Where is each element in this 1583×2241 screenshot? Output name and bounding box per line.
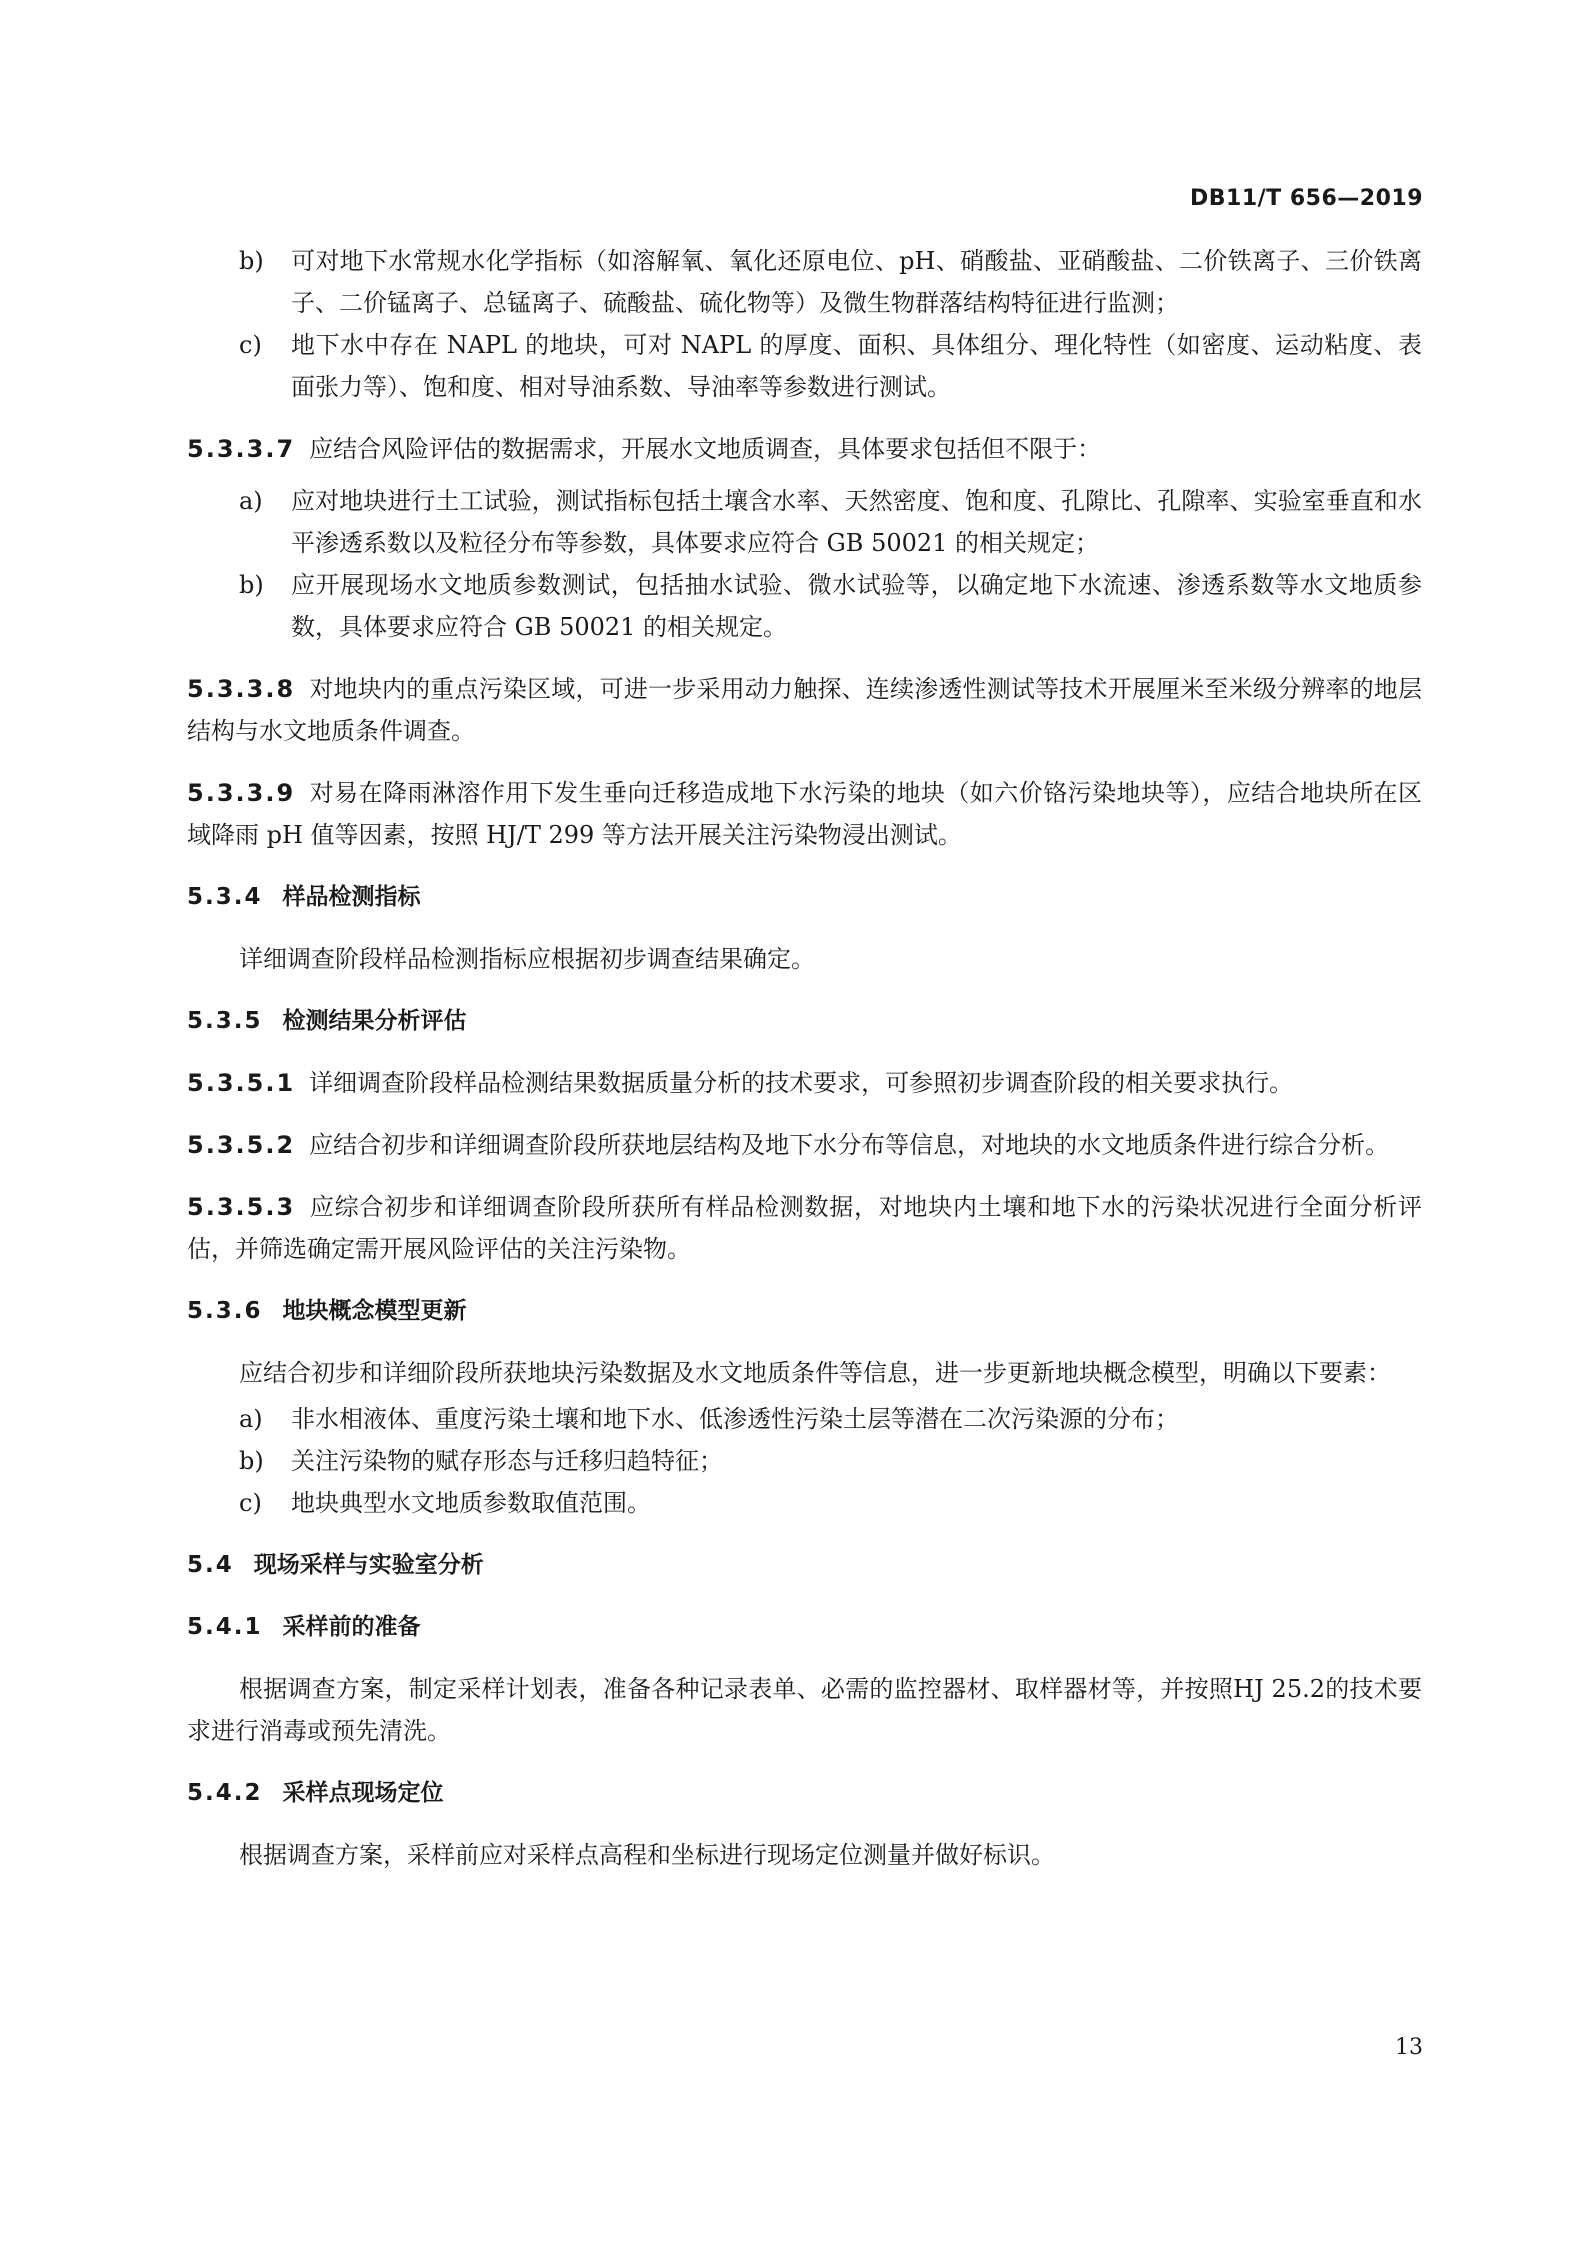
- clause-number: 5.3.5.1: [187, 1069, 296, 1097]
- paragraph: 根据调查方案，采样前应对采样点高程和坐标进行现场定位测量并做好标识。: [239, 1841, 1055, 1869]
- section-heading-5-3-5: [187, 1000, 1422, 1042]
- clause-5-3-3-7: [187, 428, 1422, 470]
- list-text: 地下水中存在 NAPL 的地块，可对 NAPL 的厚度、面积、具体组分、理化特性（如密度、运动粘度、表面张力等）、饱和度、相对导油系数、导油率等参数进行测试。: [291, 331, 1422, 401]
- section-number: 5.3.4: [187, 884, 263, 910]
- list-marker: c): [239, 331, 262, 359]
- paragraph: 应结合初步和详细阶段所获地块污染数据及水文地质条件等信息，进一步更新地块概念模型，明确以下要素：: [239, 1359, 1391, 1387]
- list-item: [187, 480, 1422, 564]
- list-text: 关注污染物的赋存形态与迁移归趋特征；: [291, 1447, 723, 1475]
- list-text: 应对地块进行土工试验，测试指标包括土壤含水率、天然密度、饱和度、孔隙比、孔隙率、实验室垂直和水平渗透系数以及粒径分布等参数，具体要求应符合 GB 50021 的相关规定；: [291, 487, 1422, 557]
- list-text: 非水相液体、重度污染土壤和地下水、低渗透性污染土层等潜在二次污染源的分布；: [291, 1405, 1179, 1433]
- document-code: DB11/T 656—2019: [1190, 186, 1423, 211]
- page-content: [187, 240, 1422, 1876]
- section-heading-5-4-1: [187, 1606, 1422, 1648]
- clause-5-3-5-3: [187, 1186, 1422, 1270]
- list-text: 地块典型水文地质参数取值范围。: [291, 1489, 651, 1517]
- list-item: [187, 324, 1422, 408]
- clause-text: 应综合初步和详细调查阶段所获所有样品检测数据，对地块内土壤和地下水的污染状况进行全面分析评估，并筛选确定需开展风险评估的关注污染物。: [187, 1193, 1422, 1263]
- list-marker: b): [239, 1447, 264, 1475]
- list-item: [187, 564, 1422, 648]
- list-marker: b): [239, 571, 264, 599]
- list-text: 应开展现场水文地质参数测试，包括抽水试验、微水试验等，以确定地下水流速、渗透系数等水文地质参数，具体要求应符合 GB 50021 的相关规定。: [291, 571, 1422, 641]
- clause-number: 5.3.3.7: [187, 435, 296, 463]
- list-item: [187, 240, 1422, 324]
- clause-number: 5.3.3.8: [187, 675, 296, 703]
- section-number: 5.4: [187, 1552, 234, 1578]
- clause-text: 应结合风险评估的数据需求，开展水文地质调查，具体要求包括但不限于：: [309, 435, 1102, 463]
- clause-5-3-5-2: [187, 1124, 1422, 1166]
- clause-number: 5.3.3.9: [187, 779, 296, 807]
- list-item: [187, 1440, 1422, 1482]
- paragraph: 根据调查方案，制定采样计划表，准备各种记录表单、必需的监控器材、取样器材等，并按照HJ 25.2的技术要求进行消毒或预先清洗。: [187, 1675, 1422, 1745]
- section-number: 5.4.2: [187, 1780, 263, 1806]
- list-item: [187, 1482, 1422, 1524]
- page-number: 13: [1395, 2035, 1423, 2060]
- section-heading-5-3-4: [187, 876, 1422, 918]
- section-title: 采样点现场定位: [282, 1780, 444, 1806]
- list-item: [187, 1398, 1422, 1440]
- section-number: 5.3.6: [187, 1298, 263, 1324]
- section-number: 5.3.5: [187, 1008, 263, 1034]
- section-number: 5.4.1: [187, 1614, 263, 1640]
- clause-text: 详细调查阶段样品检测结果数据质量分析的技术要求，可参照初步调查阶段的相关要求执行。: [309, 1069, 1294, 1097]
- clause-5-3-3-9: [187, 772, 1422, 856]
- list-marker: a): [239, 1405, 263, 1433]
- clause-5-3-5-1: [187, 1062, 1422, 1104]
- clause-number: 5.3.5.2: [187, 1131, 296, 1159]
- list-marker: b): [239, 247, 264, 275]
- section-title: 现场采样与实验室分析: [253, 1552, 484, 1578]
- section-title: 地块概念模型更新: [282, 1298, 467, 1324]
- section-heading-5-4: [187, 1544, 1422, 1586]
- clause-text: 应结合初步和详细调查阶段所获地层结构及地下水分布等信息，对地块的水文地质条件进行综合分析。: [309, 1131, 1390, 1159]
- list-marker: c): [239, 1489, 262, 1517]
- section-heading-5-3-6: [187, 1290, 1422, 1332]
- paragraph: 详细调查阶段样品检测指标应根据初步调查结果确定。: [239, 945, 815, 973]
- list-text: 可对地下水常规水化学指标（如溶解氧、氧化还原电位、pH、硝酸盐、亚硝酸盐、二价铁离子、三价铁离子、二价锰离子、总锰离子、硫酸盐、硫化物等）及微生物群落结构特征进行监测；: [291, 247, 1422, 317]
- section-heading-5-4-2: [187, 1772, 1422, 1814]
- section-title: 采样前的准备: [282, 1614, 421, 1640]
- clause-text: 对易在降雨淋溶作用下发生垂向迁移造成地下水污染的地块（如六价铬污染地块等），应结合地块所在区域降雨 pH 值等因素，按照 HJ/T 299 等方法开展关注污染物浸出测试。: [187, 779, 1422, 849]
- section-title: 样品检测指标: [282, 884, 421, 910]
- clause-number: 5.3.5.3: [187, 1193, 296, 1221]
- clause-5-3-3-8: [187, 668, 1422, 752]
- clause-text: 对地块内的重点污染区域，可进一步采用动力触探、连续渗透性测试等技术开展厘米至米级分辨率的地层结构与水文地质条件调查。: [187, 675, 1422, 745]
- list-marker: a): [239, 487, 263, 515]
- section-title: 检测结果分析评估: [282, 1008, 467, 1034]
